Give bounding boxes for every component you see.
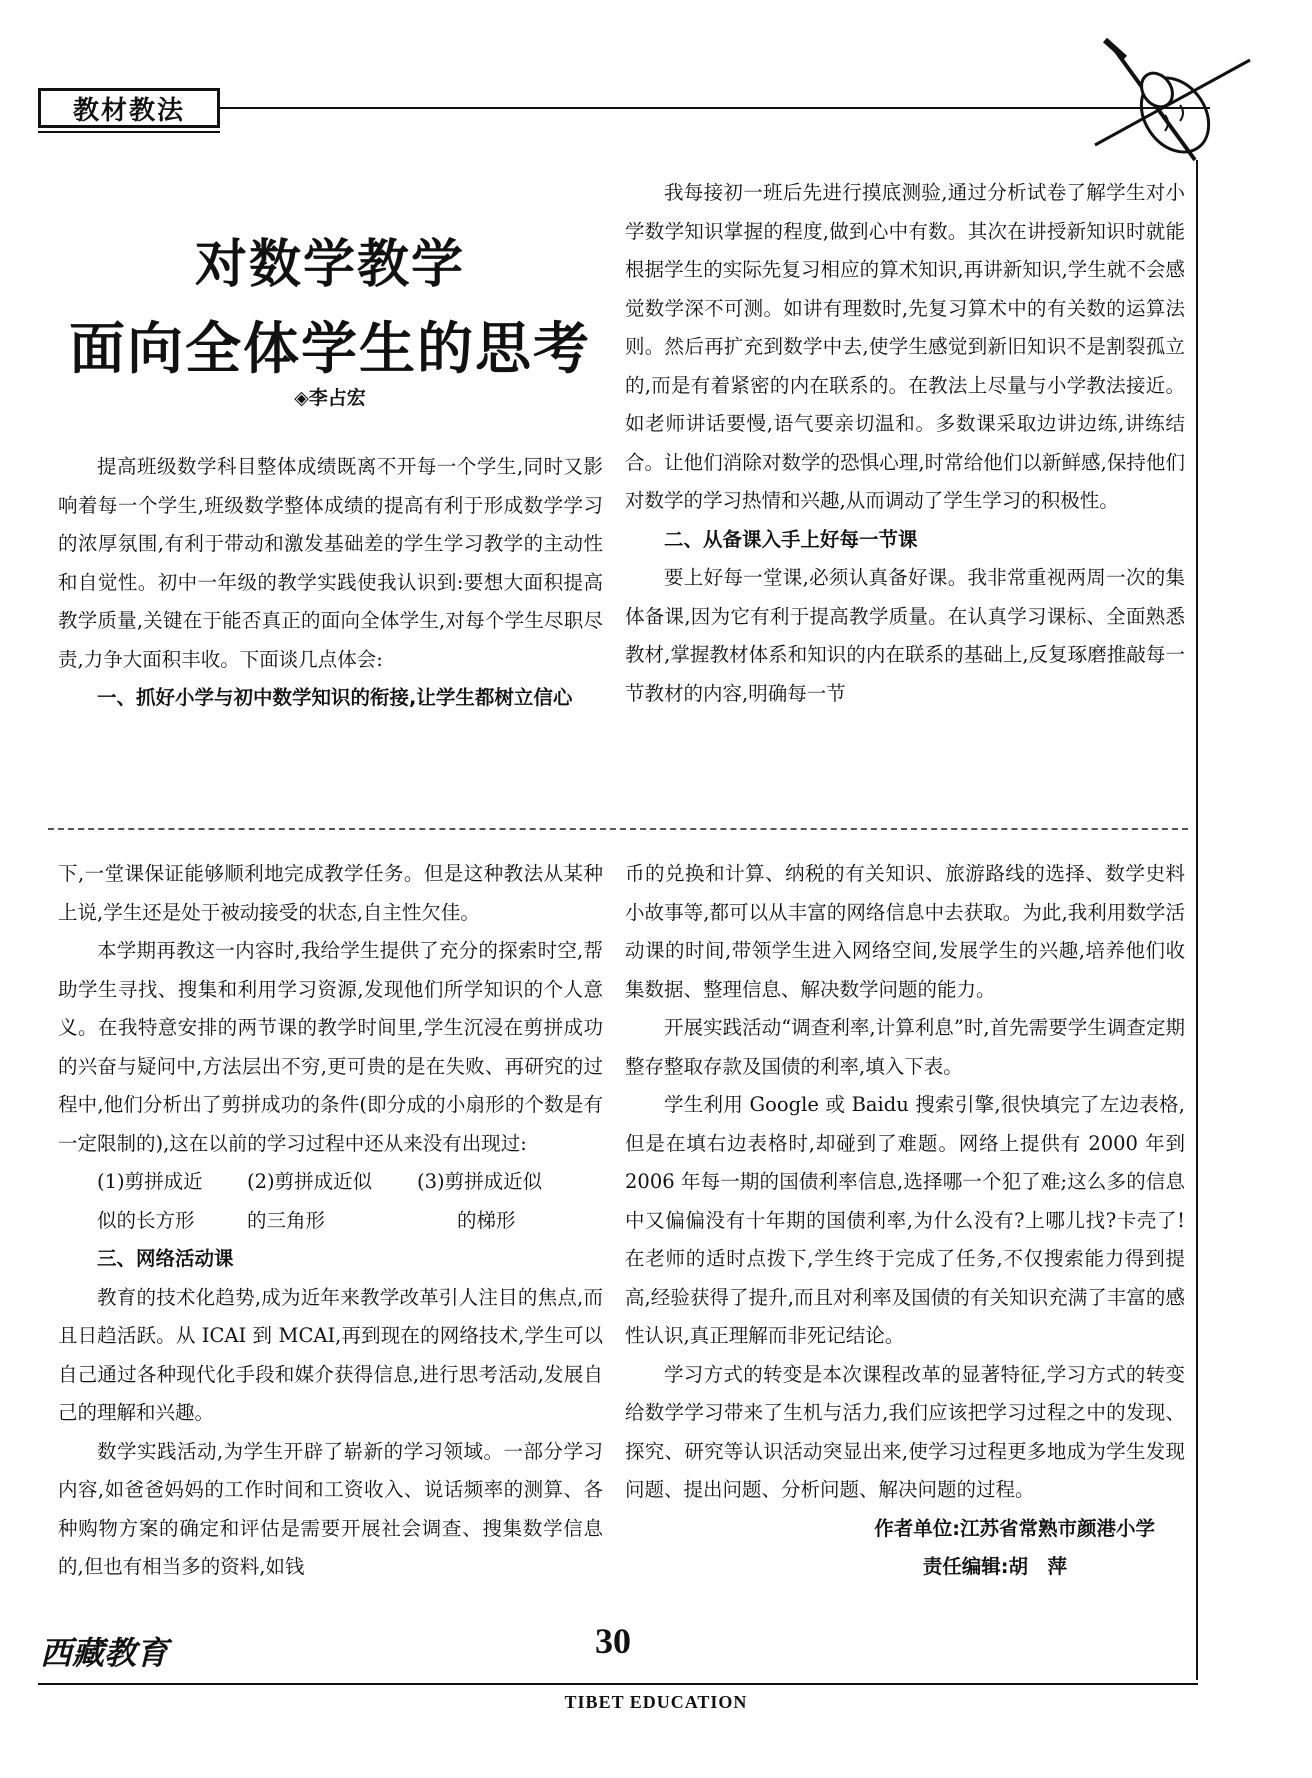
right-rule [1196, 160, 1198, 1680]
top-left-column [58, 448, 603, 718]
author-name: ◈李占宏 [294, 387, 366, 409]
header-rule [220, 107, 1210, 109]
article-title-line2: 面向全体学生的思考 [69, 316, 591, 382]
header-rule-under-tag [38, 131, 220, 133]
bottom-left-column [58, 855, 603, 1587]
paragraph: 学习方式的转变是本次课程改革的显著特征,学习方式的转变给数学学习带来了生机与活力,我们应该把学习过程之中的发现、探究、研究等认识活动突显出来,使学习过程更多地成为学生发现问题、提出问题、分析问题、解决问题的过程。 [625, 1362, 1185, 1501]
paragraph: 本学期再教这一内容时,我给学生提供了充分的探索时空,帮助学生寻找、搜集和利用学习资源,发现他们所学知识的个人意义。在我特意安排的两节课的教学时间里,学生沉浸在剪拼成功的兴奋与疑问中,方法层出不穷,更可贵的是在失败、再研究的过程中,他们分析出了剪拼成功的条件(即分成的小扇形的个数是有一定限制的),这在以前的学习过程中还从来没有出现过: [58, 939, 603, 1155]
paragraph: 下,一堂课保证能够顺利地完成教学任务。但是这种教法从某种上说,学生还是处于被动接受的状态,自主性欠佳。 [58, 862, 603, 924]
section-heading-3: 三、网络活动课 [97, 1247, 234, 1270]
paragraph: 开展实践活动“调查利率,计算利息”时,首先需要学生调查定期整存整取存款及国债的利率,填入下表。 [625, 1016, 1185, 1078]
section-heading-1: 一、抓好小学与初中数学知识的衔接,让学生都树立信心 [97, 686, 573, 709]
section-divider [48, 828, 1188, 830]
journal-english-name: TIBET EDUCATION [564, 1692, 748, 1712]
method-item: (2)剪拼成近似 [247, 1170, 373, 1193]
paragraph: 我每接初一班后先进行摸底测验,通过分析试卷了解学生对小学数学知识掌握的程度,做到心中有数。其次在讲授新知识时就能根据学生的实际先复习相应的算术知识,再讲新知识,学生就不会感觉数学深不可测。如讲有理数时,先复习算术中的有关数的运算法则。然后再扩充到数学中去,使学生感觉到新旧知识不是割裂孤立的,而是有着紧密的内在联系的。在教法上尽量与小学教法接近。如老师讲话要慢,语气要亲切温和。多数课采取边讲边练,讲练结合。让他们消除对数学的恐惧心理,时常给他们以新鲜感,保持他们对数学的学习热情和兴趣,从而调动了学生学习的积极性。 [625, 181, 1185, 512]
violin-icon [1085, 20, 1255, 170]
paragraph: 教育的技术化趋势,成为近年来教学改革引人注目的焦点,而且日趋活跃。从 ICAI 到 MCAI,再到现在的网络技术,学生可以自己通过各种现代化手段和媒介获得信息,进行思考活动,发展自己的理解和兴趣。 [58, 1285, 603, 1424]
article-title-line1: 对数学教学 [194, 234, 465, 295]
section-heading-2: 二、从备课入手上好每一节课 [664, 527, 918, 551]
paragraph: 数学实践活动,为学生开辟了崭新的学习领域。一部分学习内容,如爸爸妈妈的工作时间和工资收入、说话频率的测算、各种购物方案的确定和评估是需要开展社会调查、搜集数学信息的,但也有相当多的资料,如钱 [58, 1439, 603, 1578]
paragraph: 币的兑换和计算、纳税的有关知识、旅游路线的选择、数学史料小故事等,都可以从丰富的网络信息中去获取。为此,我利用数学活动课的时间,带领学生进入网络空间,发展学生的兴趣,培养他们收集数据、整理信息、解决数学问题的能力。 [625, 862, 1185, 1001]
author-affiliation: 作者单位:江苏省常熟市颜港小学 [874, 1516, 1155, 1540]
method-item: 的三角形 [247, 1208, 326, 1232]
paragraph: 提高班级数学科目整体成绩既离不开每一个学生,同时又影响着每一个学生,班级数学整体成绩的提高有利于形成数学学习的浓厚氛围,有利于带动和激发基础差的学生学习教学的主动性和自觉性。初中一年级的教学实践使我认识到:要想大面积提高教学质量,关键在于能否真正的面向全体学生,对每个学生尽职尽责,力争大面积丰收。下面谈几点体会: [58, 455, 603, 671]
method-item: (1)剪拼成近 [97, 1170, 203, 1193]
page-number: 30 [595, 1621, 631, 1661]
footer-rule [38, 1683, 1198, 1685]
paragraph: 学生利用 Google 或 Baidu 搜索引擎,很快填完了左边表格,但是在填右边表格时,却碰到了难题。网络上提供有 2000 年到 2006 年每一期的国债利率信息,选择哪一个犯了难;这么多的信息中又偏偏没有十年期的国债利率,为什么没有?上哪儿找?卡壳了!在老师的适时点拨下,学生终于完成了任务,不仅搜索能力得到提高,经验获得了提升,而且对利率及国债的有关知识充满了丰富的感性认识,真正理解而非死记结论。 [625, 1093, 1185, 1347]
method-list [58, 1163, 603, 1240]
method-item: 的梯形 [457, 1208, 516, 1232]
journal-logo: 西藏教育 [40, 1634, 169, 1672]
section-tag-label: 教材教法 [72, 95, 185, 126]
top-right-column [625, 174, 1185, 713]
paragraph: 要上好每一堂课,必须认真备好课。我非常重视两周一次的集体备课,因为它有利于提高教学质量。在认真学习课标、全面熟悉教材,掌握教材体系和知识的内在联系的基础上,反复琢磨推敲每一节教材的内容,明确每一节 [625, 566, 1185, 705]
method-item: (3)剪拼成近似 [417, 1170, 543, 1193]
method-item: 似的长方形 [97, 1208, 195, 1232]
responsible-editor: 责任编辑:胡 萍 [922, 1555, 1067, 1578]
section-tag [38, 88, 220, 128]
bottom-right-column [625, 855, 1185, 1587]
